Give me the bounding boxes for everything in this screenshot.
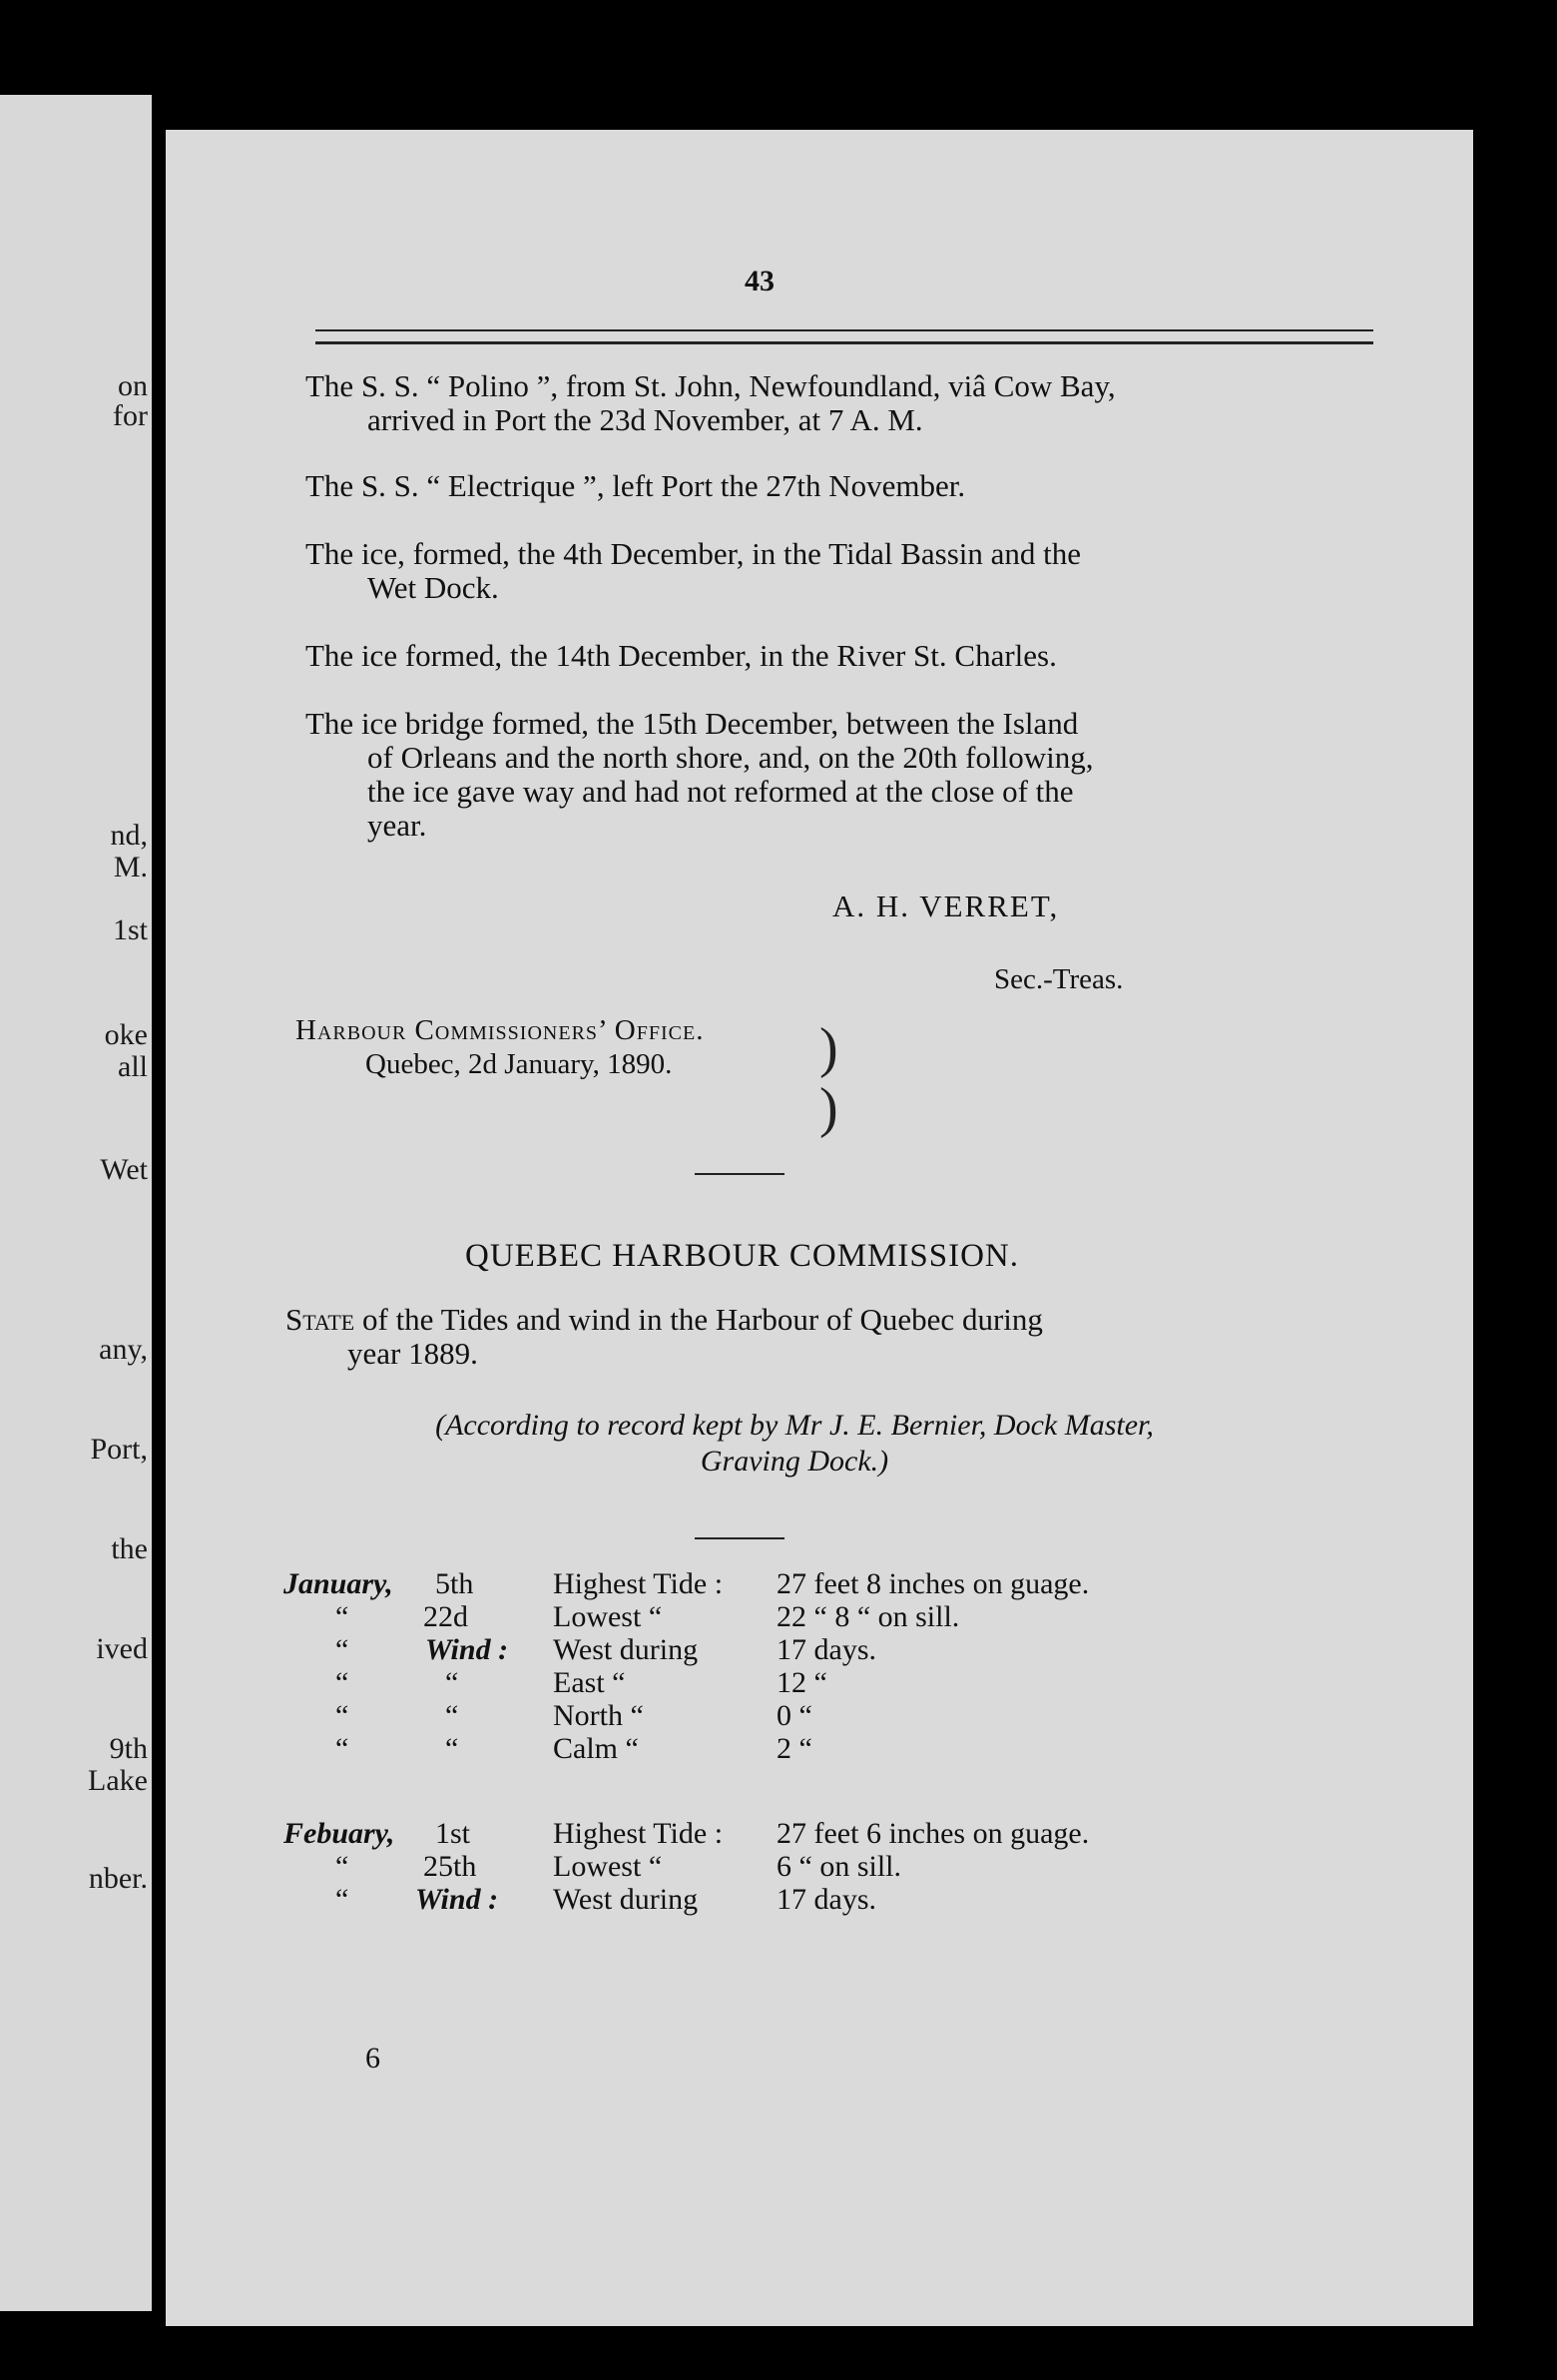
paragraph-line: the ice gave way and had not reformed at the close of the bbox=[367, 774, 1074, 809]
table-row bbox=[166, 1699, 1473, 1732]
book-gutter bbox=[152, 0, 166, 2380]
tide-day: Wind : bbox=[425, 1633, 509, 1666]
left-fragment: any, bbox=[99, 1333, 148, 1366]
tide-desc: Lowest “ bbox=[553, 1600, 663, 1633]
tide-day: 5th bbox=[435, 1567, 474, 1600]
table-row bbox=[166, 1600, 1473, 1633]
paragraph-line: The ice bridge formed, the 15th December, between the Island bbox=[305, 706, 1079, 741]
tide-desc: West during bbox=[553, 1633, 699, 1666]
left-fragment: M. bbox=[113, 851, 148, 884]
paragraph-line: of Orleans and the north shore, and, on the 20th following, bbox=[367, 740, 1094, 775]
paragraph-line: The S. S. “ Polino ”, from St. John, Newfoundland, viâ Cow Bay, bbox=[305, 368, 1116, 403]
table-row bbox=[166, 1633, 1473, 1666]
section-divider bbox=[695, 1173, 784, 1175]
tide-month: Febuary, bbox=[283, 1817, 395, 1850]
tide-month: “ bbox=[335, 1633, 349, 1666]
tide-value: 0 “ bbox=[777, 1699, 812, 1732]
left-fragment: 1st bbox=[112, 913, 148, 946]
table-row bbox=[166, 1666, 1473, 1699]
tide-desc: Highest Tide : bbox=[553, 1567, 724, 1600]
state-heading bbox=[285, 1303, 1244, 1371]
left-page-fragment bbox=[0, 95, 152, 2311]
state-lead: State bbox=[285, 1302, 355, 1337]
paragraph bbox=[305, 469, 1383, 503]
table-row bbox=[166, 1850, 1473, 1883]
tide-day: 1st bbox=[435, 1817, 471, 1850]
left-fragment: all bbox=[118, 1050, 148, 1083]
table-row bbox=[166, 1567, 1473, 1600]
source-note bbox=[315, 1408, 1274, 1480]
tide-month: “ bbox=[335, 1883, 349, 1916]
tide-month: “ bbox=[335, 1699, 349, 1732]
left-fragment: on bbox=[118, 369, 148, 402]
office-date: Quebec, 2d January, 1890. bbox=[365, 1048, 673, 1080]
signature-name: A. H. VERRET, bbox=[832, 889, 1060, 923]
tide-month: “ bbox=[335, 1850, 349, 1883]
tide-desc: Highest Tide : bbox=[553, 1817, 724, 1850]
tide-desc: Lowest “ bbox=[553, 1850, 663, 1883]
tide-desc: North “ bbox=[553, 1699, 644, 1732]
paragraph-line: year. bbox=[367, 808, 427, 843]
left-fragment: Lake bbox=[88, 1764, 148, 1797]
section-title: QUEBEC HARBOUR COMMISSION. bbox=[465, 1238, 1019, 1274]
tide-desc: East “ bbox=[553, 1666, 626, 1699]
paragraph-line: The ice, formed, the 4th December, in the Tidal Bassin and the bbox=[305, 536, 1082, 571]
state-line2: year 1889. bbox=[347, 1336, 478, 1371]
paragraph-line: arrived in Port the 23d November, at 7 A. M. bbox=[367, 402, 923, 437]
tide-value: 27 feet 6 inches on guage. bbox=[777, 1817, 1090, 1850]
tide-day: Wind : bbox=[415, 1883, 499, 1916]
tide-table-january bbox=[166, 1567, 1473, 1787]
tide-table-february bbox=[166, 1817, 1473, 1927]
paragraph bbox=[305, 537, 1383, 605]
left-fragment: for bbox=[113, 399, 148, 432]
tide-value: 2 “ bbox=[777, 1732, 812, 1765]
tide-day: 25th bbox=[423, 1850, 477, 1883]
state-rest: of the Tides and wind in the Harbour of Quebec during bbox=[354, 1302, 1043, 1337]
source-note-line: (According to record kept by Mr J. E. Bernier, Dock Master, bbox=[435, 1409, 1154, 1442]
left-fragment: nber. bbox=[88, 1862, 148, 1895]
signature-title: Sec.-Treas. bbox=[994, 963, 1124, 995]
left-fragment: the bbox=[111, 1532, 148, 1565]
paragraph bbox=[305, 707, 1383, 843]
table-row bbox=[166, 1817, 1473, 1850]
office-line: Harbour Commissioners’ Office. bbox=[295, 1014, 705, 1046]
paragraph bbox=[305, 639, 1383, 673]
source-note-line: Graving Dock.) bbox=[700, 1445, 889, 1478]
left-fragment: nd, bbox=[110, 819, 148, 852]
tide-value: 27 feet 8 inches on guage. bbox=[777, 1567, 1090, 1600]
tide-day: 22d bbox=[423, 1600, 468, 1633]
paragraph-line: The ice formed, the 14th December, in the River St. Charles. bbox=[305, 638, 1057, 673]
table-row bbox=[166, 1883, 1473, 1916]
section-divider bbox=[695, 1537, 784, 1539]
left-fragment: 9th bbox=[109, 1732, 148, 1765]
tide-value: 22 “ 8 “ on sill. bbox=[777, 1600, 960, 1633]
tide-desc: Calm “ bbox=[553, 1732, 639, 1765]
folio-mark: 6 bbox=[365, 2042, 380, 2075]
tide-value: 12 “ bbox=[777, 1666, 827, 1699]
document-page bbox=[166, 130, 1473, 2326]
header-double-rule bbox=[315, 329, 1373, 344]
left-fragment: oke bbox=[104, 1018, 148, 1051]
tide-month: “ bbox=[335, 1666, 349, 1699]
tide-day: “ bbox=[445, 1732, 459, 1765]
paragraph-line: Wet Dock. bbox=[367, 570, 499, 605]
brace-mark: ) ) bbox=[819, 1017, 838, 1139]
table-row bbox=[166, 1732, 1473, 1765]
tide-value: 6 “ on sill. bbox=[777, 1850, 901, 1883]
tide-month: January, bbox=[283, 1567, 393, 1600]
left-fragment: ived bbox=[96, 1632, 148, 1665]
page-number: 43 bbox=[745, 265, 775, 298]
tide-value: 17 days. bbox=[777, 1883, 876, 1916]
left-fragment: Port, bbox=[90, 1433, 148, 1466]
tide-value: 17 days. bbox=[777, 1633, 876, 1666]
left-fragment: Wet bbox=[100, 1153, 148, 1186]
tide-month: “ bbox=[335, 1732, 349, 1765]
paragraph bbox=[305, 369, 1383, 437]
office-address bbox=[295, 1013, 704, 1081]
tide-day: “ bbox=[445, 1699, 459, 1732]
tide-desc: West during bbox=[553, 1883, 699, 1916]
tide-month: “ bbox=[335, 1600, 349, 1633]
paragraph-line: The S. S. “ Electrique ”, left Port the 27th November. bbox=[305, 468, 966, 503]
tide-day: “ bbox=[445, 1666, 459, 1699]
